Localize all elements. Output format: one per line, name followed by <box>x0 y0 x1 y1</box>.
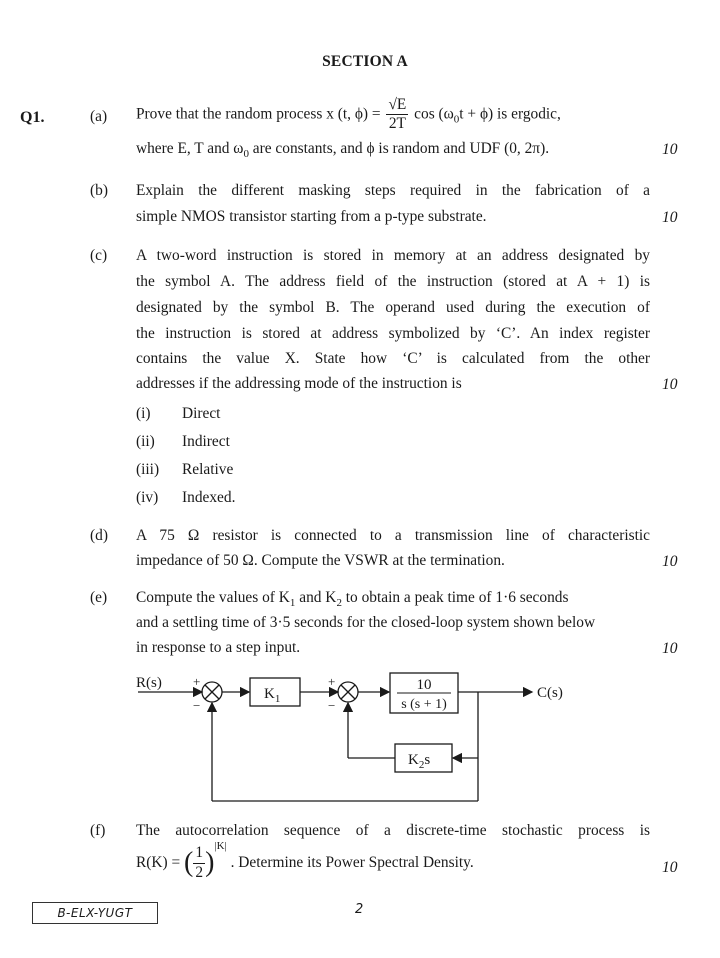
part-e-line1-sub1: 1 <box>289 597 296 610</box>
subitem-text: Relative <box>182 461 234 478</box>
part-e-line1-a: Compute the values of K <box>136 589 290 606</box>
part-c-line3: designated by the symbol B. The operand used during the execution of <box>136 299 650 316</box>
part-f-label: (f) <box>90 822 106 839</box>
subitem-text: Indexed. <box>182 489 236 506</box>
part-f-equation <box>136 840 474 882</box>
part-a-line1 <box>136 96 650 134</box>
part-a-label: (a) <box>90 108 108 125</box>
psd-fraction <box>193 844 205 882</box>
subitem-label: (i) <box>136 405 151 422</box>
k1-label: $K_1$ <box>264 686 281 705</box>
part-b-line2: simple NMOS transistor starting from a p-type substrate. <box>136 208 487 225</box>
part-a-post-b: t + ϕ) is ergodic, <box>459 105 561 123</box>
subitem-text: Indirect <box>182 433 230 450</box>
part-e-line1 <box>136 589 650 610</box>
part-e-line1-c: to obtain a peak time of 1·6 seconds <box>341 589 569 606</box>
part-d-marks: 10 <box>662 553 678 570</box>
output-label: C(s) <box>537 685 563 701</box>
subitem-text: Direct <box>182 405 221 422</box>
part-b-marks: 10 <box>662 209 678 226</box>
part-a-line2-sub: 0 <box>243 148 249 161</box>
part-a-marks: 10 <box>662 141 678 158</box>
part-e-marks: 10 <box>662 640 678 657</box>
part-e-line3: in response to a step input. <box>136 639 301 656</box>
part-c-line2: the symbol A. The address field of the instruction (stored at A + 1) is <box>136 273 650 290</box>
paren-open: ( <box>184 847 194 879</box>
psd-eq-rest: . Determine its Power Spectral Density. <box>230 854 474 871</box>
part-a-line2-b: are constants, and ϕ is random and UDF (0, 2π). <box>248 140 550 157</box>
part-a-frac-den: 2T <box>388 115 406 133</box>
part-d-label: (d) <box>90 527 108 544</box>
part-f-line1: The autocorrelation sequence of a discrete-time stochastic process is <box>136 822 650 839</box>
part-c-line6: addresses if the addressing mode of the instruction is <box>136 375 462 392</box>
part-d-line1: A 75 Ω resistor is connected to a transmission line of characteristic <box>136 527 650 544</box>
section-title: SECTION A <box>322 53 408 70</box>
page-number: 2 <box>355 902 364 917</box>
part-c-line4: the instruction is stored at address symbolized by ‘C’. An index register <box>136 325 650 342</box>
subitem-label: (iii) <box>136 461 160 478</box>
part-d-line2: impedance of 50 Ω. Compute the VSWR at the termination. <box>136 552 505 569</box>
plant-denominator: s (s + 1) <box>401 697 447 712</box>
k2s-label: $K_2s$ <box>408 752 431 771</box>
part-a-pre: Prove that the random process x (t, ϕ) = <box>136 105 381 123</box>
part-e-label: (e) <box>90 589 108 606</box>
psd-eq-lhs: R(K) = <box>136 854 181 871</box>
part-e-line1-sub2: 2 <box>336 597 342 610</box>
paper-code-box: B-ELX-YUGT <box>32 902 158 924</box>
part-a-fraction <box>386 96 408 134</box>
summer1-plus: + <box>193 674 201 689</box>
block-diagram <box>120 668 600 808</box>
part-a-post-sub: 0 <box>453 113 460 126</box>
part-a-line2-a: where E, T and ω <box>136 140 244 157</box>
part-a-frac-num: √E <box>386 96 408 115</box>
psd-exponent: |K| <box>214 840 227 852</box>
subitem-label: (ii) <box>136 433 155 450</box>
summer1-minus: − <box>193 698 201 713</box>
input-label: R(s) <box>136 675 162 691</box>
part-e-line2: and a settling time of 3·5 seconds for the closed-loop system shown below <box>136 614 596 631</box>
summer2-plus: + <box>328 674 336 689</box>
part-a-post-a: cos (ω <box>414 105 454 123</box>
part-f-marks: 10 <box>662 859 678 876</box>
question-number: Q1. <box>20 109 45 126</box>
subitem-label: (iv) <box>136 489 159 506</box>
psd-frac-den: 2 <box>195 863 204 881</box>
summer2-minus: − <box>328 698 336 713</box>
part-e-line1-b: and K <box>295 589 337 606</box>
part-c-line1: A two-word instruction is stored in memory at an address designated by <box>136 247 650 264</box>
part-b-label: (b) <box>90 182 108 199</box>
part-c-marks: 10 <box>662 376 678 393</box>
part-b-line1: Explain the different masking steps required in the fabrication of a <box>136 182 650 199</box>
part-c-label: (c) <box>90 247 108 264</box>
psd-frac-num: 1 <box>193 844 205 863</box>
paren-close: ) <box>205 847 215 879</box>
plant-numerator: 10 <box>416 677 432 693</box>
part-c-line5: contains the value X. State how ‘C’ is calculated from the other <box>136 350 650 367</box>
part-a-line2 <box>136 140 549 161</box>
